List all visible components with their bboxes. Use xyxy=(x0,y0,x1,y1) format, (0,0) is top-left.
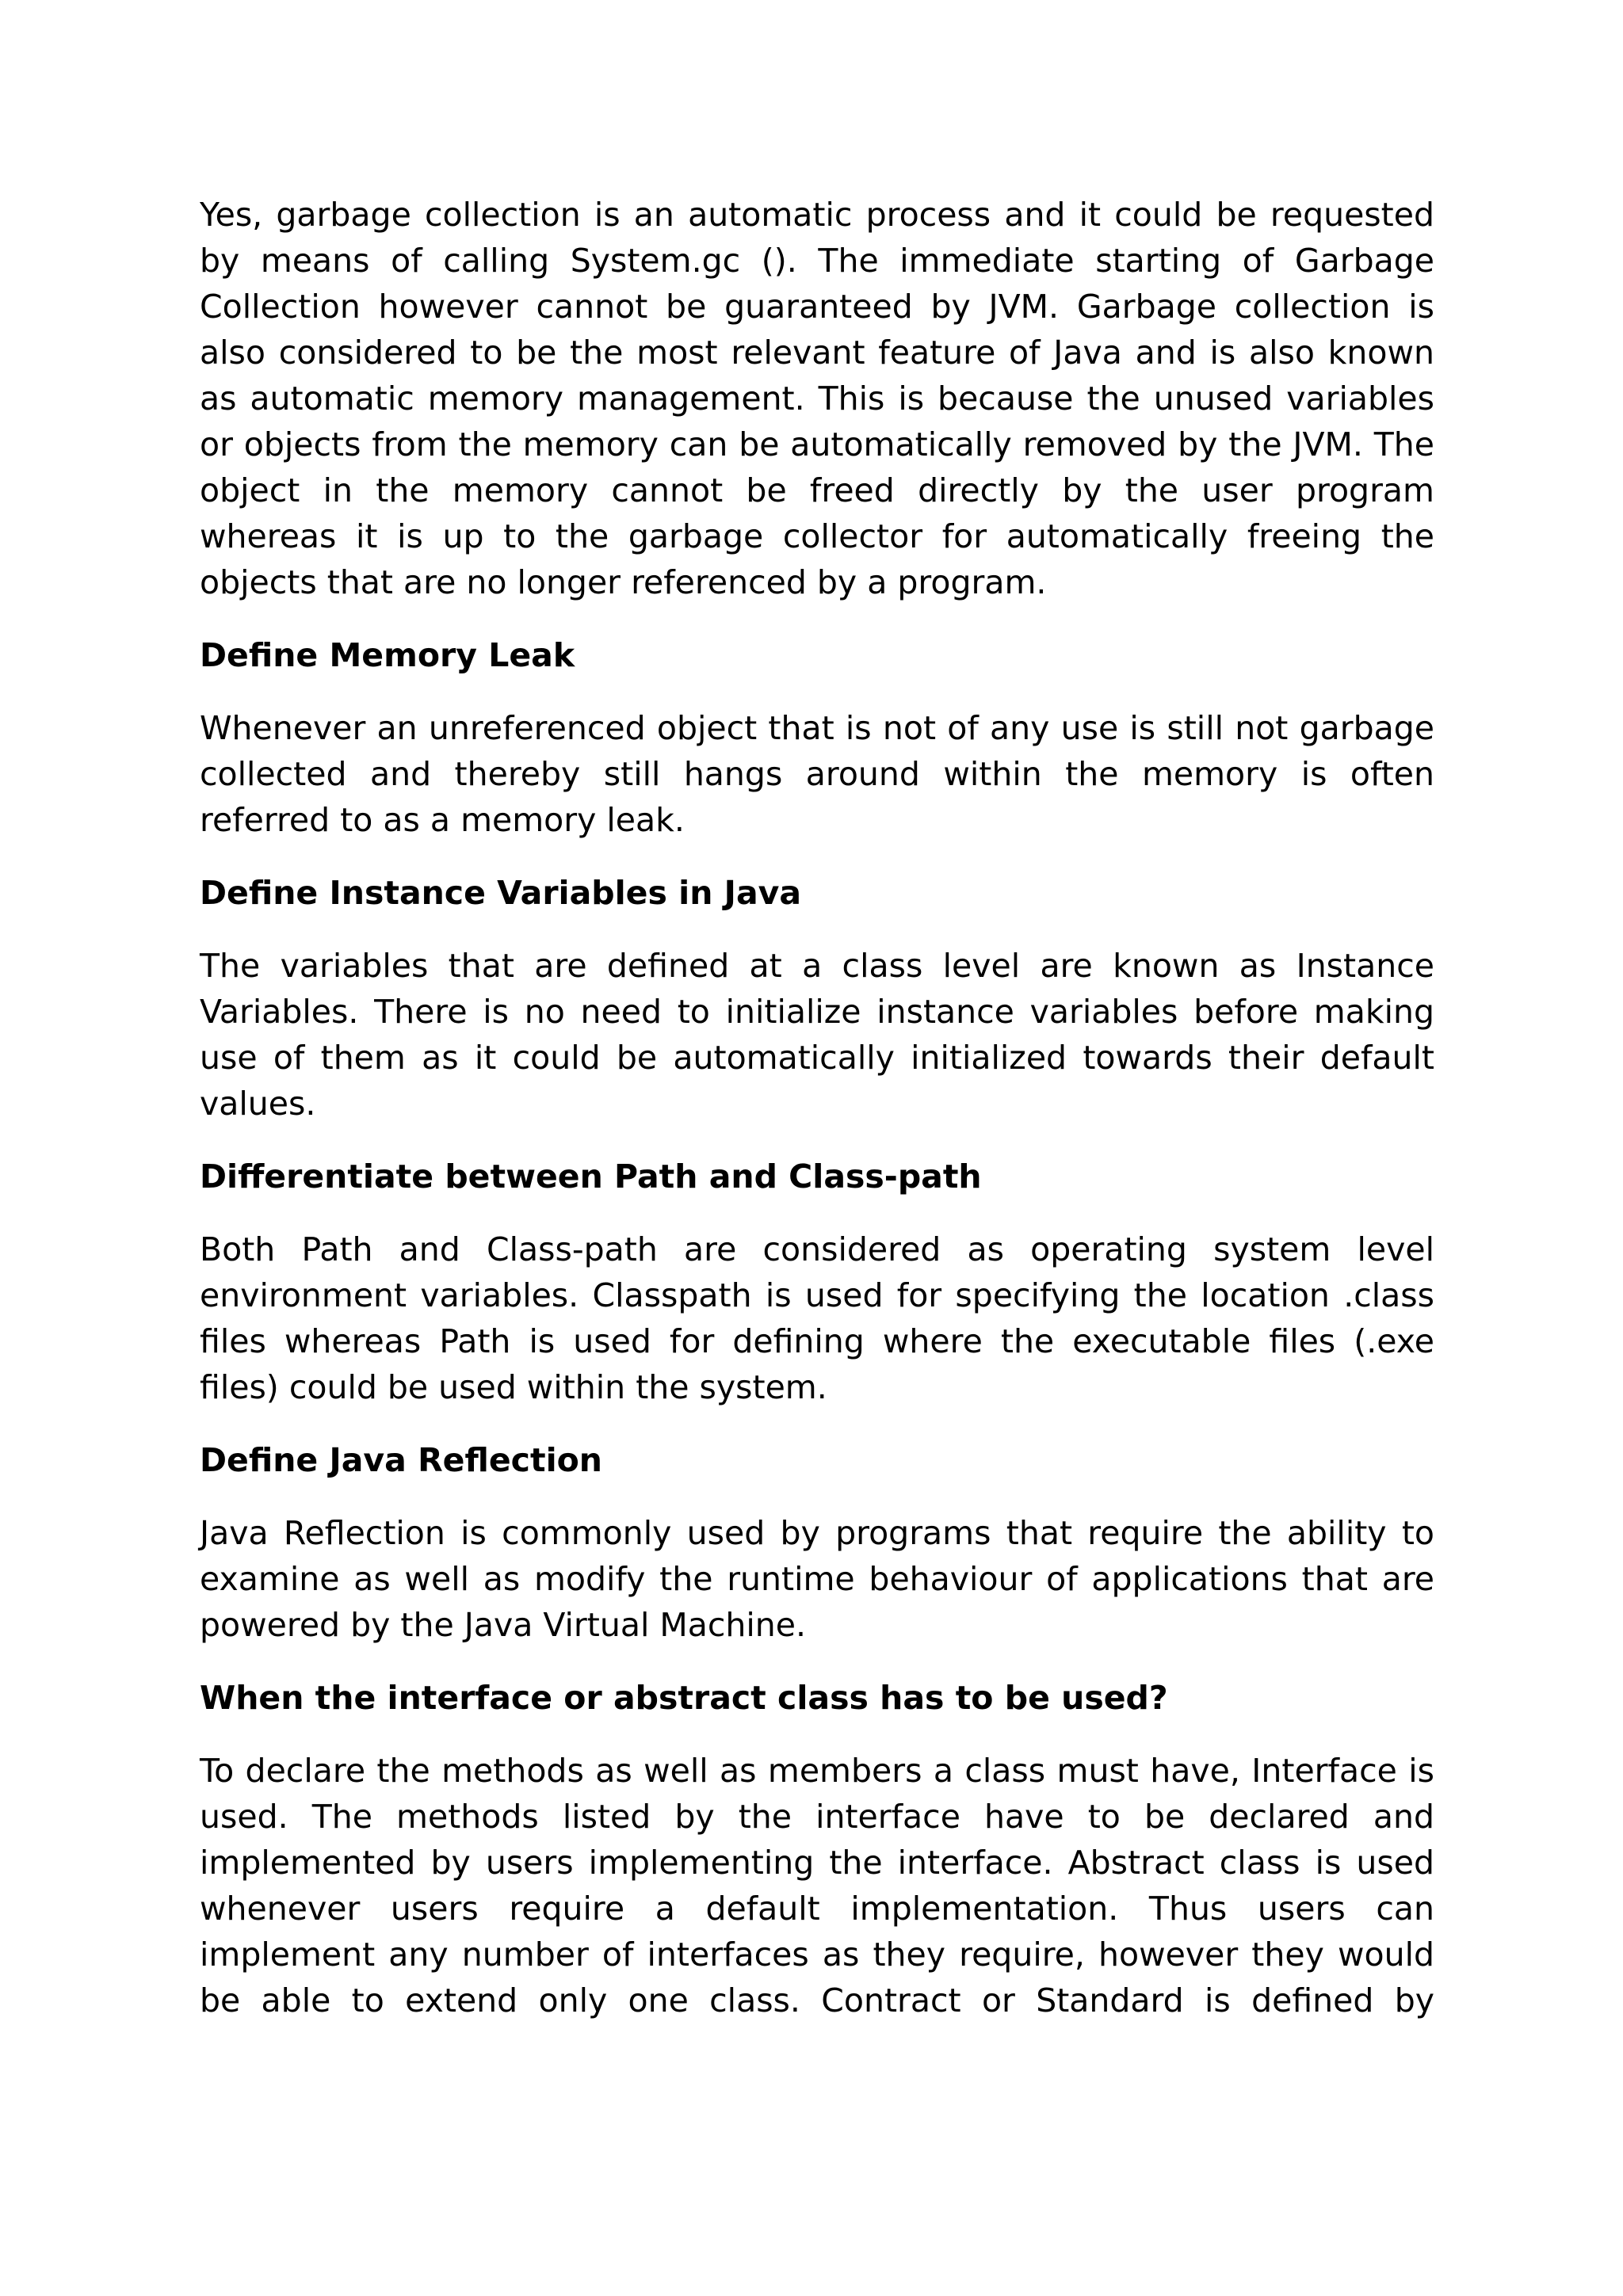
section-body-interface-abstract: To declare the methods as well as members a class must have, Interface is used. The methods listed by the interface have to be declared and implemented by users implementing the interface. Abstract class is used whenever users require a default implementation. Thus users can implement any number of interfaces as they require, however they would be able to extend only one class. Contract or Standard is defined by xyxy=(200,1752,1434,2019)
section-heading-java-reflection: Define Java Reflection xyxy=(200,1441,602,1479)
section-body-memory-leak: Whenever an unreferenced object that is not of any use is still not garbage collected and thereby still hangs around within the memory is often referred to as a memory leak. xyxy=(200,709,1434,839)
document-page xyxy=(200,192,1434,2023)
section-body-path-classpath: Both Path and Class-path are considered as operating system level environment variables. Classpath is used for specifying the location .class files whereas Path is used for defining where the executable files (.exe files) could be used within the system. xyxy=(200,1230,1434,1406)
intro-paragraph: Yes, garbage collection is an automatic process and it could be requested by means of calling System.gc (). The immediate starting of Garbage Collection however cannot be guaranteed by JVM. Garbage collection is also considered to be the most relevant feature of Java and is also known as automatic memory management. This is because the unused variables or objects from the memory can be automatically removed by the JVM. The object in the memory cannot be freed directly by the user program whereas it is up to the garbage collector for automatically freeing the objects that are no longer referenced by a program. xyxy=(200,196,1434,601)
section-heading-memory-leak: Define Memory Leak xyxy=(200,636,575,674)
section-body-java-reflection: Java Reflection is commonly used by programs that require the ability to examine as well as modify the runtime behaviour of applications that are powered by the Java Virtual Machine. xyxy=(200,1514,1434,1644)
section-heading-interface-abstract: When the interface or abstract class has to be used? xyxy=(200,1679,1168,1717)
section-body-instance-variables: The variables that are defined at a class level are known as Instance Variables. There is no need to initialize instance variables before making use of them as it could be automatically initialized towards their default values. xyxy=(200,947,1434,1123)
section-heading-instance-variables: Define Instance Variables in Java xyxy=(200,874,802,912)
section-heading-path-classpath: Differentiate between Path and Class-path xyxy=(200,1158,982,1196)
